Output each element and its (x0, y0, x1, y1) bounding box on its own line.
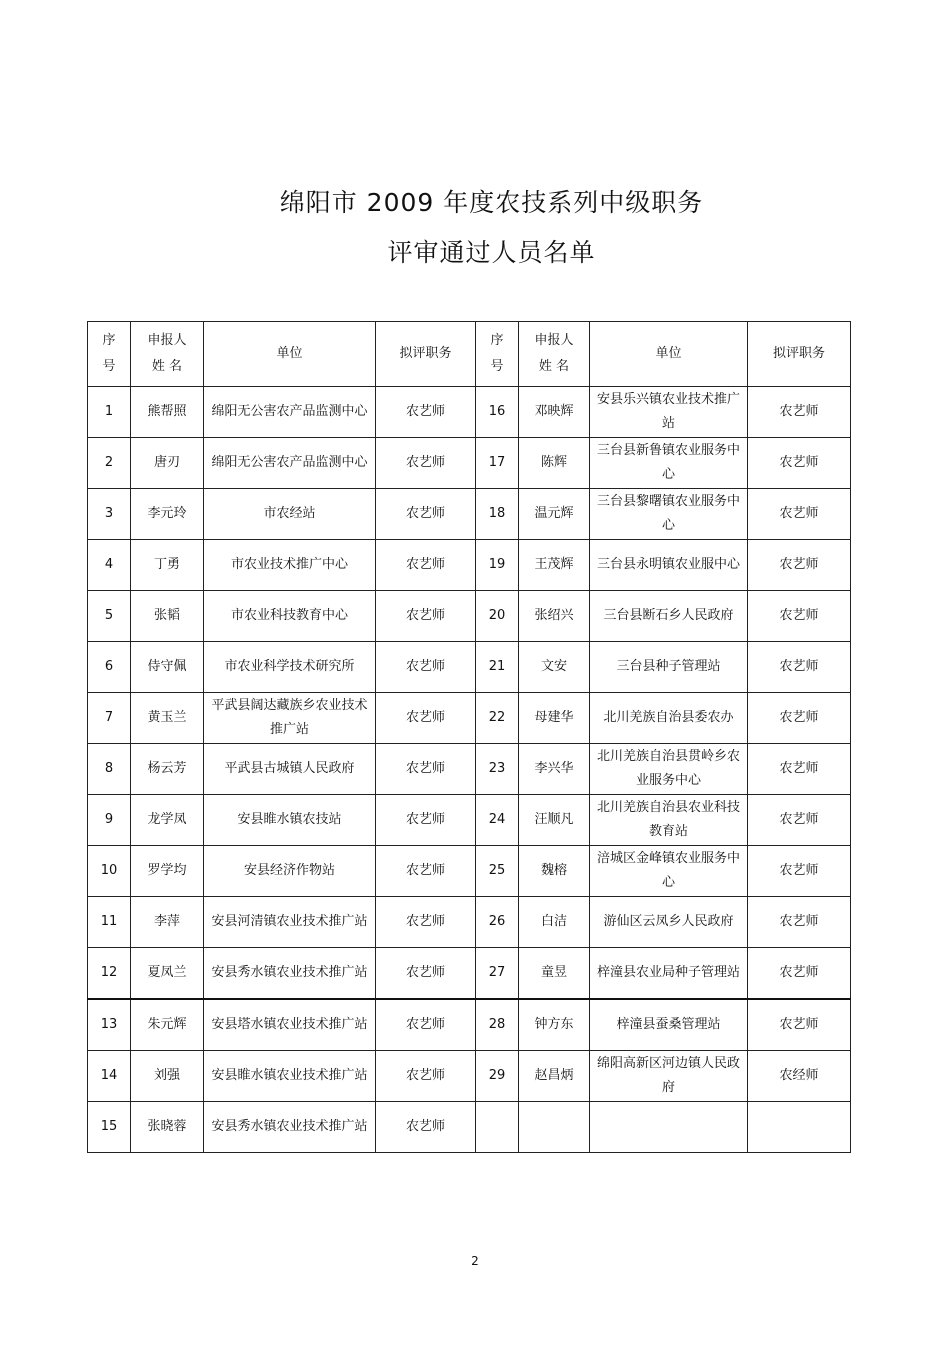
cell-title: 农艺师 (376, 948, 476, 1000)
cell-name: 文安 (519, 642, 590, 693)
cell-unit: 市农业科技教育中心 (204, 591, 376, 642)
cell-title: 农艺师 (376, 489, 476, 540)
cell-no: 20 (476, 591, 519, 642)
header-name-line2: 姓 名 (151, 359, 183, 374)
cell-title: 农艺师 (748, 591, 851, 642)
header-title: 拟评职务 (376, 322, 476, 387)
cell-unit: 梓潼县农业局种子管理站 (590, 948, 748, 1000)
cell-no: 22 (476, 693, 519, 744)
header-name (131, 322, 204, 387)
cell-no: 15 (88, 1102, 131, 1153)
cell-title: 农艺师 (748, 489, 851, 540)
cell-unit: 市农业技术推广中心 (204, 540, 376, 591)
cell-name: 李元玲 (131, 489, 204, 540)
cell-no: 8 (88, 744, 131, 795)
header-no-line2: 号 (102, 359, 116, 374)
header-name-right (519, 322, 590, 387)
header-name-line1: 申报人 (534, 333, 574, 348)
cell-no: 16 (476, 387, 519, 438)
header-no-right (476, 322, 519, 387)
cell-title: 农艺师 (376, 387, 476, 438)
cell-name: 张绍兴 (519, 591, 590, 642)
header-title-right: 拟评职务 (748, 322, 851, 387)
cell-name: 朱元辉 (131, 999, 204, 1051)
cell-unit: 安县睢水镇农技站 (204, 795, 376, 846)
table-row (88, 999, 851, 1051)
cell-title: 农艺师 (748, 999, 851, 1051)
table-row (88, 948, 851, 1000)
cell-title: 农艺师 (376, 540, 476, 591)
cell-title: 农艺师 (376, 591, 476, 642)
cell-name: 王茂辉 (519, 540, 590, 591)
table-row (88, 897, 851, 948)
cell-name: 唐刃 (131, 438, 204, 489)
cell-no: 23 (476, 744, 519, 795)
cell-no: 3 (88, 489, 131, 540)
cell-title: 农艺师 (376, 744, 476, 795)
cell-title: 农艺师 (748, 438, 851, 489)
cell-title: 农艺师 (376, 897, 476, 948)
cell-unit: 安县河清镇农业技术推广站 (204, 897, 376, 948)
cell-unit: 平武县古城镇人民政府 (204, 744, 376, 795)
cell-no: 27 (476, 948, 519, 1000)
table-row (88, 591, 851, 642)
cell-title: 农艺师 (748, 387, 851, 438)
cell-name: 温元辉 (519, 489, 590, 540)
cell-no: 28 (476, 999, 519, 1051)
cell-name: 赵昌炳 (519, 1051, 590, 1102)
cell-no: 10 (88, 846, 131, 897)
header-unit: 单位 (204, 322, 376, 387)
cell-name: 李萍 (131, 897, 204, 948)
header-row (88, 322, 851, 387)
cell-unit: 北川羌族自治县农业科技教育站 (590, 795, 748, 846)
cell-unit: 安县秀水镇农业技术推广站 (204, 1102, 376, 1153)
cell-no: 26 (476, 897, 519, 948)
cell-title: 农艺师 (748, 897, 851, 948)
cell-title: 农艺师 (376, 999, 476, 1051)
cell-unit: 三台县新鲁镇农业服务中心 (590, 438, 748, 489)
cell-title: 农艺师 (376, 1051, 476, 1102)
cell-unit: 三台县断石乡人民政府 (590, 591, 748, 642)
cell-unit: 涪城区金峰镇农业服务中心 (590, 846, 748, 897)
table-row (88, 1051, 851, 1102)
cell-no: 5 (88, 591, 131, 642)
cell-no: 18 (476, 489, 519, 540)
cell-name: 李兴华 (519, 744, 590, 795)
cell-no: 2 (88, 438, 131, 489)
header-no-line2: 号 (490, 359, 504, 374)
cell-no: 6 (88, 642, 131, 693)
cell-title: 农艺师 (748, 948, 851, 1000)
cell-unit: 北川羌族自治县贯岭乡农业服务中心 (590, 744, 748, 795)
cell-no: 19 (476, 540, 519, 591)
cell-title: 农艺师 (376, 438, 476, 489)
cell-name: 陈辉 (519, 438, 590, 489)
cell-unit: 市农业科学技术研究所 (204, 642, 376, 693)
cell-title: 农艺师 (748, 540, 851, 591)
table-row (88, 642, 851, 693)
header-unit-right: 单位 (590, 322, 748, 387)
cell-name: 黄玉兰 (131, 693, 204, 744)
cell-name: 魏榕 (519, 846, 590, 897)
cell-no: 24 (476, 795, 519, 846)
cell-name: 刘强 (131, 1051, 204, 1102)
cell-name: 汪顺凡 (519, 795, 590, 846)
table-row (88, 1102, 851, 1153)
cell-unit: 三台县黎曙镇农业服务中心 (590, 489, 748, 540)
cell-name: 侍守佩 (131, 642, 204, 693)
cell-unit: 北川羌族自治县委农办 (590, 693, 748, 744)
cell-no: 1 (88, 387, 131, 438)
table-row (88, 693, 851, 744)
cell-unit: 平武县阔达藏族乡农业技术推广站 (204, 693, 376, 744)
cell-unit: 安县乐兴镇农业技术推广站 (590, 387, 748, 438)
cell-no: 4 (88, 540, 131, 591)
cell-no: 21 (476, 642, 519, 693)
cell-unit: 绵阳无公害农产品监测中心 (204, 387, 376, 438)
cell-name (519, 1102, 590, 1153)
cell-unit (590, 1102, 748, 1153)
cell-unit: 安县塔水镇农业技术推广站 (204, 999, 376, 1051)
header-name-line1: 申报人 (147, 333, 187, 348)
cell-title: 农艺师 (376, 693, 476, 744)
header-no-line1: 序 (490, 333, 504, 348)
cell-name: 夏凤兰 (131, 948, 204, 1000)
cell-unit: 三台县种子管理站 (590, 642, 748, 693)
cell-unit: 绵阳无公害农产品监测中心 (204, 438, 376, 489)
cell-unit: 游仙区云凤乡人民政府 (590, 897, 748, 948)
cell-name: 母建华 (519, 693, 590, 744)
header-name-line2: 姓 名 (538, 359, 570, 374)
cell-title: 农经师 (748, 1051, 851, 1102)
cell-title: 农艺师 (748, 795, 851, 846)
page-number: 2 (471, 1254, 479, 1268)
cell-unit: 安县经济作物站 (204, 846, 376, 897)
cell-title: 农艺师 (748, 744, 851, 795)
table-row (88, 540, 851, 591)
cell-name: 张晓蓉 (131, 1102, 204, 1153)
cell-no (476, 1102, 519, 1153)
cell-title (748, 1102, 851, 1153)
cell-name: 白洁 (519, 897, 590, 948)
document-title-line2: 评审通过人员名单 (387, 238, 596, 267)
cell-unit: 市农经站 (204, 489, 376, 540)
cell-no: 25 (476, 846, 519, 897)
roster-table (87, 321, 851, 1153)
cell-name: 熊帮照 (131, 387, 204, 438)
cell-name: 罗学均 (131, 846, 204, 897)
cell-no: 17 (476, 438, 519, 489)
cell-no: 11 (88, 897, 131, 948)
cell-no: 13 (88, 999, 131, 1051)
cell-unit: 安县睢水镇农业技术推广站 (204, 1051, 376, 1102)
cell-unit: 梓潼县蚕桑管理站 (590, 999, 748, 1051)
cell-no: 9 (88, 795, 131, 846)
cell-unit: 绵阳高新区河边镇人民政府 (590, 1051, 748, 1102)
cell-title: 农艺师 (748, 642, 851, 693)
cell-unit: 三台县永明镇农业服中心 (590, 540, 748, 591)
header-no-line1: 序 (102, 333, 116, 348)
cell-no: 14 (88, 1051, 131, 1102)
roster-body (88, 387, 851, 1153)
cell-no: 7 (88, 693, 131, 744)
table-row (88, 387, 851, 438)
cell-no: 29 (476, 1051, 519, 1102)
cell-name: 邓映辉 (519, 387, 590, 438)
cell-title: 农艺师 (748, 693, 851, 744)
cell-title: 农艺师 (748, 846, 851, 897)
cell-title: 农艺师 (376, 795, 476, 846)
table-row (88, 795, 851, 846)
cell-name: 杨云芳 (131, 744, 204, 795)
table-row (88, 489, 851, 540)
cell-name: 童昱 (519, 948, 590, 1000)
table-row (88, 438, 851, 489)
cell-title: 农艺师 (376, 1102, 476, 1153)
table-row (88, 846, 851, 897)
cell-name: 龙学凤 (131, 795, 204, 846)
cell-name: 钟方东 (519, 999, 590, 1051)
cell-title: 农艺师 (376, 846, 476, 897)
document-title-line1: 绵阳市 2009 年度农技系列中级职务 (279, 188, 704, 217)
table-row (88, 744, 851, 795)
cell-name: 张韬 (131, 591, 204, 642)
cell-title: 农艺师 (376, 642, 476, 693)
cell-name: 丁勇 (131, 540, 204, 591)
cell-unit: 安县秀水镇农业技术推广站 (204, 948, 376, 1000)
cell-no: 12 (88, 948, 131, 1000)
header-no (88, 322, 131, 387)
